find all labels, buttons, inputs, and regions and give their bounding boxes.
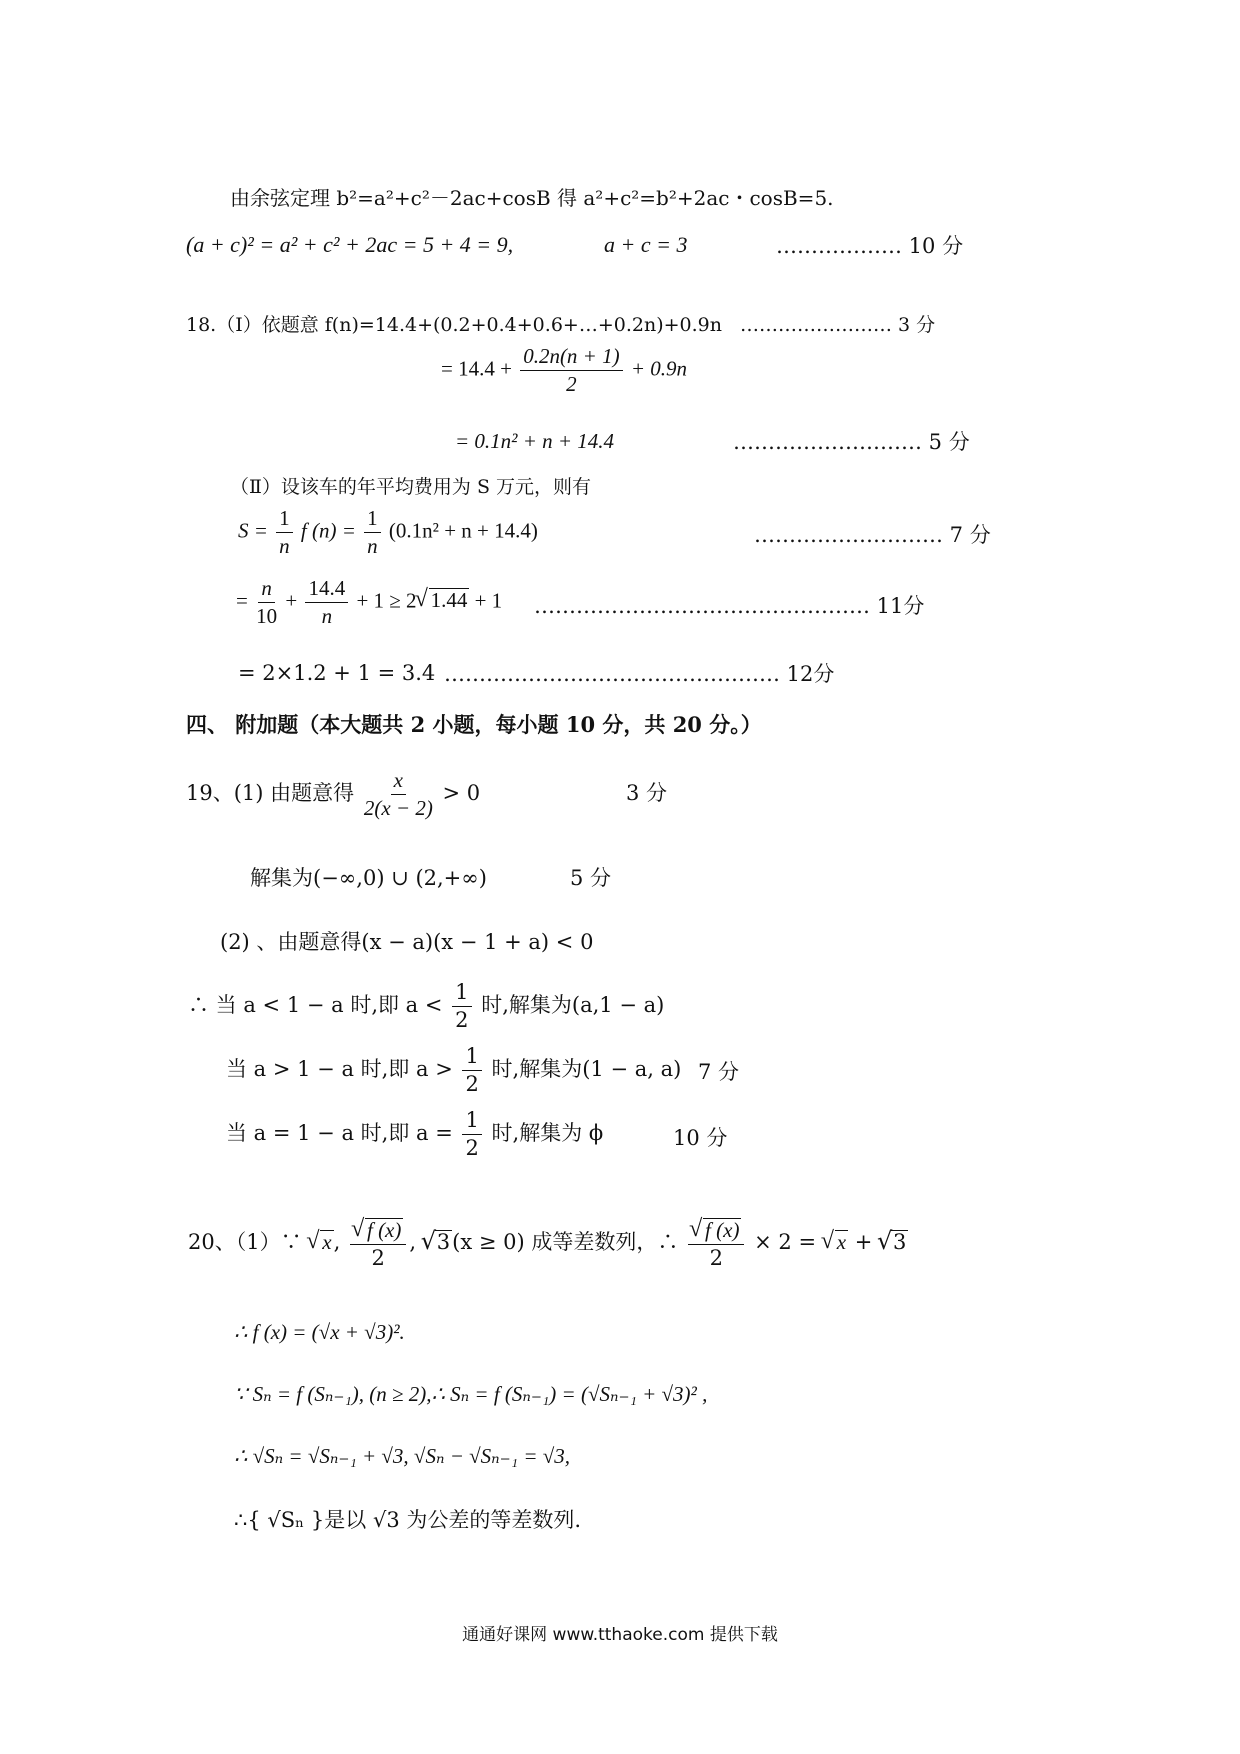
- q20-sqrt3b-rad: 3: [893, 1230, 907, 1254]
- q18-ineq-num2: 14.4: [305, 578, 348, 603]
- q18-ineq-den2: n: [321, 604, 333, 628]
- q18-inequality: [236, 578, 502, 627]
- q19-score-10: 10 分: [673, 1126, 728, 1150]
- q18-s-frac2: [364, 508, 381, 557]
- q18-score-12: ………………………………………… 12分: [444, 662, 835, 686]
- q20-frac2-rad: f (x): [705, 1218, 740, 1242]
- q19-case2-fraction: [462, 1046, 481, 1095]
- q19-p1-den: 2(x − 2): [363, 796, 433, 820]
- q20-fx: ∴ f (x) = (√x + √3)².: [234, 1320, 405, 1344]
- q18-score-11: ………………………………………… 11分: [534, 594, 925, 618]
- q18-ineq-den1: 10: [256, 604, 278, 628]
- q18-s-mid: f (n) =: [300, 518, 356, 543]
- q20-recurrence: ∵ Sₙ = f (Sₙ₋₁), (n ≥ 2),∴ Sₙ = f (Sₙ₋₁) = (√Sₙ₋₁ + √3)² ,: [234, 1382, 708, 1406]
- q20-sqrt-x2-rad: x: [836, 1230, 847, 1254]
- q19-case2-prefix: 当 a > 1 − a 时,即 a >: [226, 1057, 453, 1081]
- q19-case1-suffix: 时,解集为(a,1 − a): [481, 993, 665, 1017]
- q18-step2-prefix: = 14.4 +: [441, 356, 512, 381]
- q18-s-equation: [238, 508, 538, 557]
- q19-case3-num: 1: [462, 1110, 481, 1135]
- q18-label: 18.（Ⅰ）依题意 f(n)=14.4+(0.2+0.4+0.6+…+0.2n)+0.9n: [186, 314, 722, 336]
- q19-case3: [226, 1110, 603, 1159]
- q18-ineq-plus: +: [285, 588, 298, 613]
- q19-case1-prefix: ∴ 当 a < 1 − a 时,即 a <: [188, 993, 443, 1017]
- q19-score-3: 3 分: [626, 781, 668, 805]
- q18-ineq-sqrt: [417, 588, 470, 611]
- q20-frac1: [350, 1218, 406, 1269]
- cosine-law-equation: (a + c)² = a² + c² + 2ac = 5 + 4 = 9,: [186, 232, 514, 257]
- cosine-law-text: 由余弦定理 b²=a²+c²－2ac+cosB 得 a²+c²=b²+2ac・cosB=5.: [230, 186, 834, 210]
- q19-case2: [226, 1046, 681, 1095]
- q18-ineq-radicand: 1.44: [430, 588, 468, 613]
- q19-p1-num: x: [391, 770, 406, 795]
- q18-step2-den: 2: [566, 372, 577, 396]
- q18-score-3: …………………… 3 分: [740, 314, 936, 336]
- q20-plus: +: [854, 1230, 873, 1254]
- q18-s-num1: 1: [276, 508, 293, 533]
- q18-ineq-frac1: [256, 578, 277, 627]
- q20-difference: ∴ √Sₙ = √Sₙ₋₁ + √3, √Sₙ − √Sₙ₋₁ = √3,: [234, 1444, 571, 1468]
- q18-score-5: ……………………… 5 分: [733, 430, 970, 454]
- q20-sqrt3b: [879, 1230, 908, 1253]
- q20-conclusion: ∴{ √Sₙ }是以 √3 为公差的等差数列.: [234, 1508, 582, 1532]
- q20-sqrt-x-rad: x: [322, 1230, 332, 1254]
- q19-case1-fraction: [452, 982, 471, 1031]
- q19-part2: (2) 、由题意得(x − a)(x − 1 + a) < 0: [220, 930, 594, 954]
- q18-s-suffix: (0.1n² + n + 14.4): [388, 518, 538, 543]
- q20-comma2: ,: [409, 1230, 417, 1254]
- q20-times2: × 2 =: [754, 1230, 817, 1254]
- cosine-law-result: a + c = 3: [604, 232, 688, 257]
- q18-ineq-frac2: [305, 578, 348, 627]
- q18-ineq-num1: n: [258, 578, 275, 603]
- q19-p1-suffix: > 0: [442, 781, 481, 805]
- q18-step2-suffix: + 0.9n: [630, 356, 688, 381]
- q19-score-7: 7 分: [698, 1060, 740, 1084]
- q20-sqrt-x2: [823, 1230, 848, 1253]
- q19-solution-set: 解集为(−∞,0) ∪ (2,+∞): [250, 866, 487, 890]
- q20-frac2-num: [688, 1218, 744, 1245]
- q18-step2-fraction: [520, 346, 622, 395]
- q18-ineq-suffix: + 1: [474, 588, 503, 613]
- q20-sqrt-x: [308, 1230, 333, 1253]
- q19-case2-den: 2: [465, 1072, 479, 1096]
- q19-case1: [188, 982, 664, 1031]
- footer-credit: 通通好课网 www.tthaoke.com 提供下载: [462, 1625, 778, 1645]
- q18-step2-num: 0.2n(n + 1): [520, 346, 622, 371]
- q20-line1: [188, 1218, 908, 1269]
- q20-frac2-den: 2: [709, 1246, 723, 1270]
- q19-case2-num: 1: [462, 1046, 481, 1071]
- q19-score-5: 5 分: [570, 866, 612, 890]
- q20-frac1-rad: f (x): [366, 1218, 402, 1242]
- q19-case3-den: 2: [465, 1136, 479, 1160]
- score-10: ……………… 10 分: [776, 234, 964, 258]
- q20-condition: (x ≥ 0) 成等差数列，∴: [452, 1230, 679, 1254]
- section-4-heading: 四、 附加题（本大题共 2 小题，每小题 10 分，共 20 分。）: [186, 712, 762, 737]
- q18-score-7: ……………………… 7 分: [754, 523, 991, 547]
- q20-comma1: ,: [333, 1230, 341, 1254]
- q18-s-num2: 1: [364, 508, 381, 533]
- q20-label: 20、（1）∵: [188, 1230, 302, 1254]
- q20-frac1-den: 2: [371, 1246, 385, 1270]
- q18-final: = 2×1.2 + 1 = 3.4: [238, 661, 436, 685]
- q18-ineq-mid: + 1 ≥ 2: [356, 588, 417, 613]
- q18-ineq-prefix: =: [236, 588, 248, 613]
- q18-step2: [441, 346, 687, 395]
- q18-s-frac1: [276, 508, 293, 557]
- q18-s-den1: n: [279, 534, 290, 558]
- q20-frac2: [688, 1218, 744, 1269]
- q19-p1-label: 19、(1) 由题意得: [186, 781, 355, 805]
- q20-sqrt3: [423, 1230, 452, 1253]
- q19-case3-suffix: 时,解集为 ϕ: [491, 1121, 604, 1145]
- q18-part2-intro: （Ⅱ）设该车的年平均费用为 S 万元，则有: [230, 476, 592, 498]
- q19-case1-num: 1: [452, 982, 471, 1007]
- q19-case3-fraction: [462, 1110, 481, 1159]
- q19-p1-fraction: [364, 770, 433, 819]
- q18-step3: = 0.1n² + n + 14.4: [455, 429, 615, 453]
- q19-case3-prefix: 当 a = 1 − a 时,即 a =: [226, 1121, 453, 1145]
- q19-case1-den: 2: [455, 1008, 469, 1032]
- q19-part1: [186, 770, 480, 819]
- q19-case2-suffix: 时,解集为(1 − a, a): [491, 1057, 682, 1081]
- q18-s-prefix: S =: [238, 518, 268, 543]
- q20-frac1-num: [350, 1218, 406, 1245]
- q20-sqrt3-rad: 3: [436, 1230, 451, 1254]
- q18-s-den2: n: [367, 534, 378, 558]
